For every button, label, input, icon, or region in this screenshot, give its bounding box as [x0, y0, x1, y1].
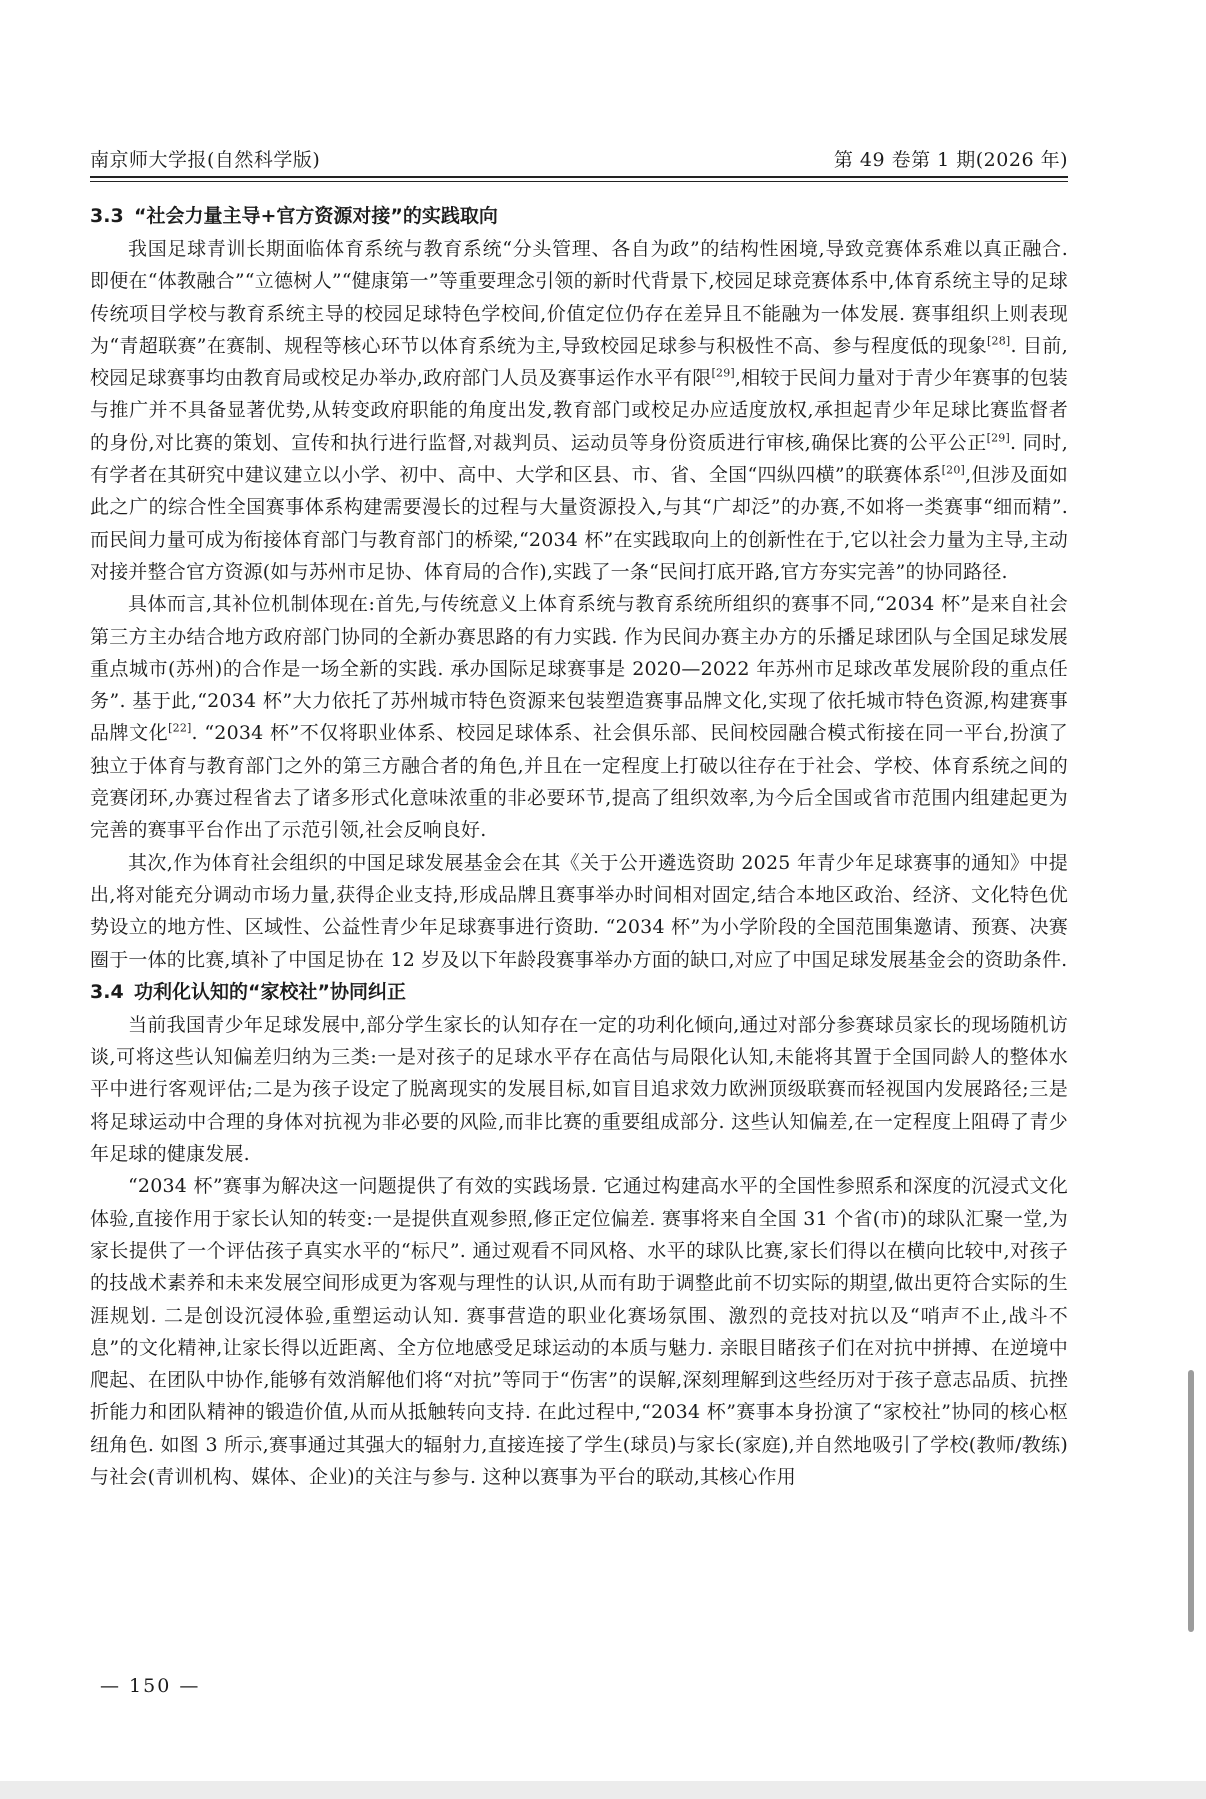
section-title: 功利化认知的“家校社”协同纠正: [134, 980, 406, 1003]
viewer-bottom-bar: [0, 1781, 1206, 1799]
paragraph-text: 其次,作为体育社会组织的中国足球发展基金会在其《关于公开遴选资助 2025 年青少年足球赛事的通知》中提出,将对能充分调动市场力量,获得企业支持,形成品牌且赛事举办时间相对固定,结合本地区政治、经济、文化特色优势设立的地方性、区域性、公益性青少年足球赛事进行资助. “2034 杯”为小学阶段的全国范围集邀请、预赛、决赛圈于一体的比赛,填补了中国足协在 12 岁及以下年龄段赛事举办方面的缺口,对应了中国足球发展基金会的资助条件.: [90, 851, 1068, 971]
running-header: [90, 145, 1068, 172]
paragraph-text: 具体而言,其补位机制体现在:首先,与传统意义上体育系统与教育系统所组织的赛事不同,“2034 杯”是来自社会第三方主办结合地方政府部门协同的全新办赛思路的有力实践. 作为民间办赛主办方的乐播足球团队与全国足球发展重点城市(苏州)的合作是一场全新的实践. 承办国际足球赛事是 2020—2022 年苏州市足球改革发展阶段的重点任务”. 基于此,“2034 杯”大力依托了苏州城市特色资源来包装塑造赛事品牌文化,实现了依托城市特色资源,构建赛事品牌文化: [90, 593, 1068, 745]
paragraph-text: . 目前,校园足球赛事均由教育局或校足办举办,政府部门人员及赛事运作水平有限: [90, 334, 1068, 390]
issue-info: 第 49 卷第 1 期(2026 年): [833, 149, 1068, 171]
vertical-scrollbar[interactable]: [1188, 1370, 1194, 1632]
header-rule-thin: [90, 181, 1068, 182]
section-3-4: [90, 976, 1068, 1493]
citation: [29]: [711, 366, 735, 380]
journal-name: 南京师大学报(自然科学版): [90, 149, 321, 171]
citation: [22]: [168, 722, 192, 736]
section-3-3: [90, 200, 1068, 976]
section-number: 3.4: [90, 980, 124, 1003]
paragraph-text: ,但涉及面如此之广的综合性全国赛事体系构建需要漫长的过程与大量资源投入,与其“广却泛”的办赛,不如将一类赛事“细而精”. 而民间力量可成为衔接体育部门与教育部门的桥梁,“2034 杯”在实践取向上的创新性在于,它以社会力量为主导,主动对接并整合官方资源(如与苏州市足协、体育局的合作),实践了一条“民间打底开路,官方夯实完善”的协同路径.: [90, 464, 1068, 583]
citation: [29]: [986, 431, 1010, 445]
paragraph: [90, 588, 1068, 846]
section-title: “社会力量主导+官方资源对接”的实践取向: [134, 205, 498, 227]
page-number: — 150 —: [100, 1675, 201, 1697]
paragraph: [90, 847, 1068, 976]
citation: [28]: [987, 334, 1011, 348]
paragraph: [90, 1009, 1068, 1170]
paragraph-text: 我国足球青训长期面临体育系统与教育系统“分头管理、各自为政”的结构性困境,导致竞赛体系难以真正融合. 即便在“体教融合”“立德树人”“健康第一”等重要理念引领的新时代背景下,校园足球竞赛体系中,体育系统主导的足球传统项目学校与教育系统主导的校园足球特色学校间,价值定位仍存在差异且不能融为一体发展. 赛事组织上则表现为“青超联赛”在赛制、规程等核心环节以体育系统为主,导致校园足球参与积极性不高、参与程度低的现象: [90, 238, 1068, 357]
paragraph-text: 当前我国青少年足球发展中,部分学生家长的认知存在一定的功利化倾向,通过对部分参赛球员家长的现场随机访谈,可将这些认知偏差归纳为三类:一是对孩子的足球水平存在高估与局限化认知,未能将其置于全国同龄人的整体水平中进行客观评估;二是为孩子设定了脱离现实的发展目标,如盲目追求效力欧洲顶级联赛而轻视国内发展路径;三是将足球运动中合理的身体对抗视为非必要的风险,而非比赛的重要组成部分. 这些认知偏差,在一定程度上阻碍了青少年足球的健康发展.: [90, 1013, 1068, 1166]
paragraph-text: “2034 杯”赛事为解决这一问题提供了有效的实践场景. 它通过构建高水平的全国性参照系和深度的沉浸式文化体验,直接作用于家长认知的转变:一是提供直观参照,修正定位偏差. 赛事将来自全国 31 个省(市)的球队汇聚一堂,为家长提供了一个评估孩子真实水平的“标尺”. 通过观看不同风格、水平的球队比赛,家长们得以在横向比较中,对孩子的技战术素养和未来发展空间形成更为客观与理性的认识,从而有助于调整此前不切实际的期望,做出更符合实际的生涯规划. 二是创设沉浸体验,重塑运动认知. 赛事营造的职业化赛场氛围、激烈的竞技对抗以及“哨声不止,战斗不息”的文化精神,让家长得以近距离、全方位地感受足球运动的本质与魅力. 亲眼目睹孩子们在对抗中拼搏、在逆境中爬起、在团队中协作,能够有效消解他们将“对抗”等同于“伤害”的误解,深刻理解到这些经历对于孩子意志品质、抗挫折能力和团队精神的锻造价值,从而从抵触转向支持. 在此过程中,“2034 杯”赛事本身扮演了“家校社”协同的核心枢纽角色. 如图 3 所示,赛事通过其强大的辐射力,直接连接了学生(球员)与家长(家庭),并自然地吸引了学校(教师/教练)与社会(青训机构、媒体、企业)的关注与参与. 这种以赛事为平台的联动,其核心作用: [90, 1175, 1068, 1488]
paragraph: [90, 1170, 1068, 1493]
body-text: [90, 200, 1068, 1493]
paragraph-text: . 同时,有学者在其研究中建议建立以小学、初中、高中、大学和区县、市、省、全国“四纵四横”的联赛体系: [90, 431, 1068, 487]
paragraph: [90, 233, 1068, 588]
section-number: 3.3: [90, 205, 124, 227]
section-heading: [90, 976, 1068, 1009]
paragraph-text: . “2034 杯”不仅将职业体系、校园足球体系、社会俱乐部、民间校园融合模式衔接在同一平台,扮演了独立于体育与教育部门之外的第三方融合者的角色,并且在一定程度上打破以往存在于社会、学校、体育系统之间的竞赛闭环,办赛过程省去了诸多形式化意味浓重的非必要环节,提高了组织效率,为今后全国或省市范围内组建起更为完善的赛事平台作出了示范引领,社会反响良好.: [90, 722, 1068, 842]
citation: [20]: [941, 463, 966, 477]
header-rule-thick: [90, 176, 1068, 178]
section-heading: [90, 200, 1068, 233]
paragraph-text: ,相较于民间力量对于青少年赛事的包装与推广并不具备显著优势,从转变政府职能的角度出发,教育部门或校足办应适度放权,承担起青少年足球比赛监督者的身份,对比赛的策划、宣传和执行进行监督,对裁判员、运动员等身份资质进行审核,确保比赛的公平公正: [90, 367, 1068, 454]
